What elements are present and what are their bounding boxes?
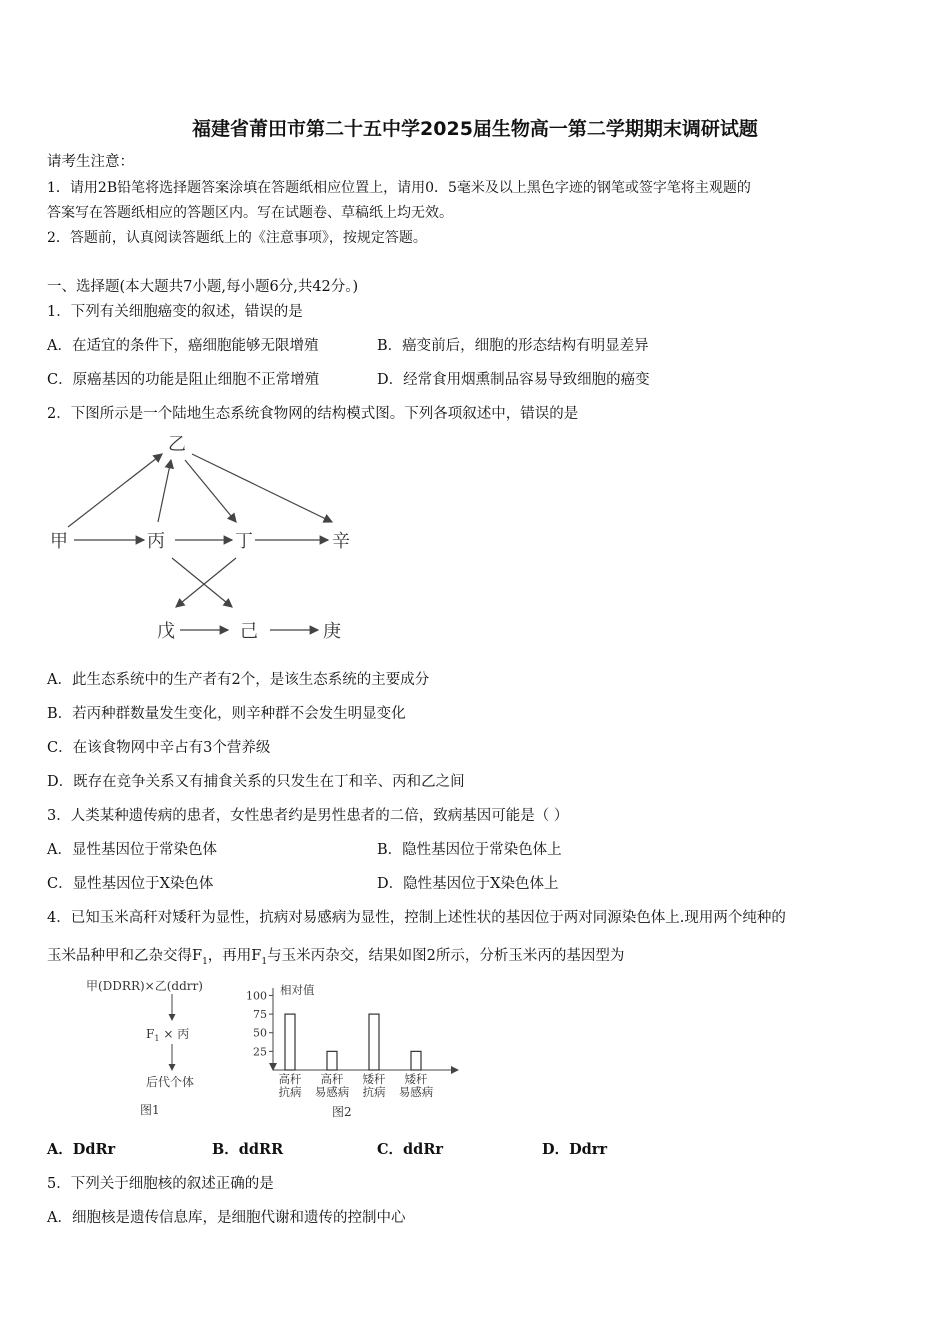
q5-stem: 5．下列关于细胞核的叙述正确的是 (47, 1176, 274, 1192)
node-ji: 己 (240, 621, 258, 642)
node-geng: 庚 (323, 621, 341, 642)
fig1-cross: 甲(DDRR)×乙(ddrr) (86, 979, 203, 993)
arrow-yi-ding (185, 460, 236, 522)
q4-stem-part-b: ，再用F (207, 948, 262, 964)
y-tick-label: 50 (253, 1026, 267, 1040)
x-category-label: 易感病 (314, 1085, 350, 1099)
q1-option-a: A．在适宜的条件下，癌细胞能够无限增殖 (47, 338, 319, 354)
q4-stem-part-c: 与玉米丙杂交，结果如图2所示，分析玉米丙的基因型为 (267, 948, 625, 964)
q2-option-a: A．此生态系统中的生产者有2个，是该生态系统的主要成分 (47, 672, 430, 688)
bar (327, 1051, 337, 1070)
fig1-caption: 图1 (140, 1103, 160, 1117)
q4-option-a: A．DdRr (47, 1141, 116, 1158)
fig1-f1-sub: 1 (154, 1034, 160, 1043)
figure-1 (80, 976, 240, 1121)
bar (285, 1014, 295, 1070)
notice-heading: 请考生注意： (47, 154, 134, 170)
q3-option-c: C．显性基因位于X染色体 (47, 876, 214, 892)
arrow-jia-yi (68, 454, 162, 527)
page-title: 福建省莆田市第二十五中学2025届生物高一第二学期期末调研试题 (192, 118, 758, 140)
fig1-f1 (146, 1027, 189, 1043)
y-tick-label: 25 (253, 1045, 267, 1059)
x-category-label: 抗病 (362, 1085, 386, 1099)
node-ding: 丁 (235, 531, 253, 552)
node-yi: 乙 (168, 434, 186, 455)
fig2-caption: 图2 (332, 1105, 352, 1119)
x-category-label: 矮秆 (362, 1072, 386, 1086)
q2-stem: 2．下图所示是一个陆地生态系统食物网的结构模式图。下列各项叙述中，错误的是 (47, 406, 579, 422)
chart-ylabel: 相对值 (280, 983, 315, 997)
q4-option-b: B．ddRR (212, 1141, 284, 1158)
fig1-f1-label: F (146, 1027, 155, 1041)
q3-option-d: D．隐性基因位于X染色体上 (377, 876, 559, 892)
q4-option-c: C．ddRr (377, 1141, 444, 1158)
y-tick-label: 75 (253, 1008, 267, 1022)
node-wu: 戊 (157, 621, 175, 642)
arrow-yi-xin (192, 454, 332, 522)
q2-option-c: C．在该食物网中辛占有3个营养级 (47, 740, 271, 756)
arrow-bing-ji (172, 558, 232, 607)
q4-stem-line-1: 4．已知玉米高秆对矮秆为显性，抗病对易感病为显性，控制上述性状的基因位于两对同源染色体上.现用两个纯种的 (47, 910, 786, 926)
notice-line-2: 2．答题前，认真阅读答题纸上的《注意事项》，按规定答题。 (47, 230, 427, 246)
arrow-bing-yi (158, 460, 171, 522)
node-bing: 丙 (147, 531, 165, 552)
q3-option-a: A．显性基因位于常染色体 (47, 842, 217, 858)
q4-option-d: D．Ddrr (542, 1141, 608, 1158)
q4-stem-part-a: 玉米品种甲和乙杂交得F (47, 948, 203, 964)
x-category-label: 矮秆 (404, 1072, 428, 1086)
notice-line-1b: 答案写在答题纸相应的答题区内。写在试题卷、草稿纸上均无效。 (47, 205, 453, 221)
q4-stem-line-2 (47, 946, 624, 972)
x-category-label: 易感病 (398, 1085, 434, 1099)
q2-option-d: D．既存在竞争关系又有捕食关系的只发生在丁和辛、丙和乙之间 (47, 774, 465, 790)
node-jia: 甲 (50, 531, 68, 552)
q3-stem: 3．人类某种遗传病的患者，女性患者约是男性患者的二倍，致病基因可能是（ ） (47, 808, 569, 824)
q1-option-c: C．原癌基因的功能是阻止细胞不正常增殖 (47, 372, 320, 388)
q3-option-b: B．隐性基因位于常染色体上 (377, 842, 562, 858)
x-category-label: 高秆 (278, 1072, 302, 1086)
q4-subscript: 1 (261, 956, 268, 967)
y-tick-label: 100 (246, 989, 267, 1003)
node-xin: 辛 (332, 531, 350, 552)
notice-line-1: 1．请用2B铅笔将选择题答案涂填在答题纸相应位置上，请用0．5毫米及以上黑色字迹的钢笔或签字笔将主观题的 (47, 180, 751, 196)
q1-stem: 1．下列有关细胞癌变的叙述，错误的是 (47, 304, 303, 320)
x-category-label: 抗病 (278, 1085, 302, 1099)
arrow-ding-wu (176, 558, 236, 607)
q4-subscript: 1 (202, 956, 208, 967)
food-web-diagram (40, 432, 380, 647)
q1-option-b: B．癌变前后，细胞的形态结构有明显差异 (377, 338, 649, 354)
fig1-offspring: 后代个体 (146, 1075, 195, 1089)
q5-option-a: A．细胞核是遗传信息库，是细胞代谢和遗传的控制中心 (47, 1210, 406, 1226)
bar (411, 1051, 421, 1070)
fig1-f1-rest: × 丙 (163, 1027, 190, 1041)
figure-2-bar-chart (240, 980, 470, 1120)
x-category-label: 高秆 (320, 1072, 344, 1086)
q1-option-d: D．经常食用烟熏制品容易导致细胞的癌变 (377, 372, 650, 388)
q2-option-b: B．若丙种群数量发生变化，则辛种群不会发生明显变化 (47, 706, 406, 722)
section-heading: 一、选择题(本大题共7小题,每小题6分,共42分。) (47, 279, 359, 295)
bar (369, 1014, 379, 1070)
